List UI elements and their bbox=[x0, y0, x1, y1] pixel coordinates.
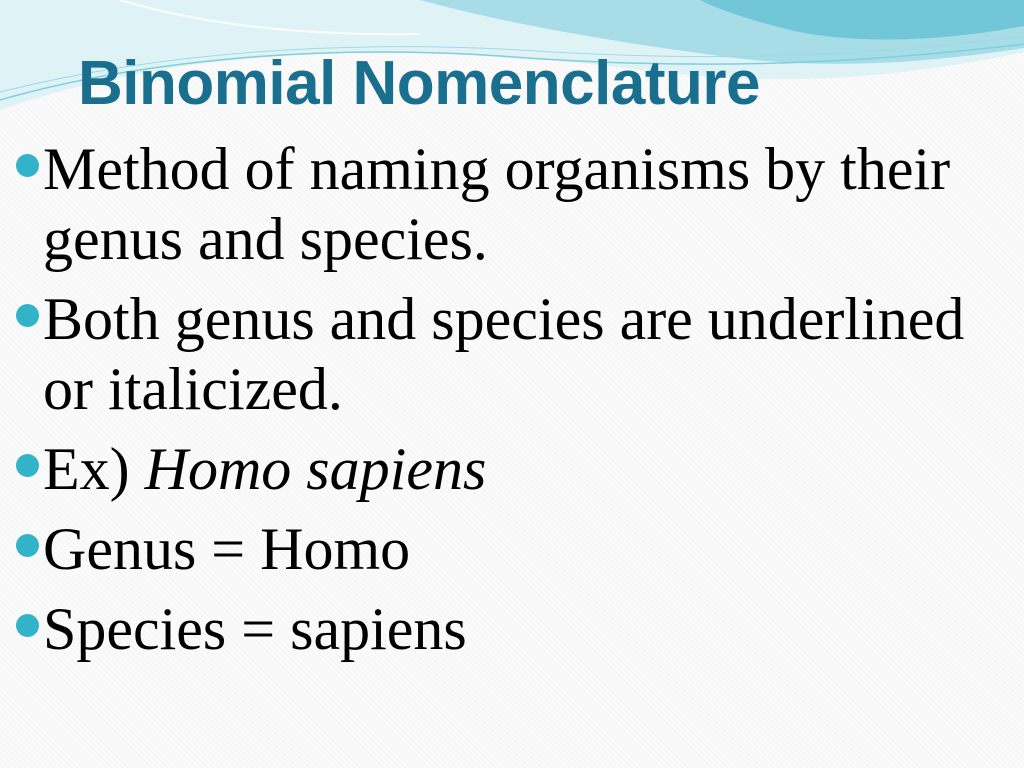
bullet-example-scientific-name: Homo sapiens bbox=[144, 436, 487, 502]
bullet-dot-icon bbox=[16, 304, 39, 327]
bullet-text: Method of naming organisms by their genus and species. bbox=[43, 136, 951, 272]
bullet-item bbox=[16, 594, 996, 664]
bullet-item bbox=[16, 284, 996, 424]
bullet-text: Both genus and species are underlined or italicized. bbox=[43, 286, 965, 422]
bullet-item bbox=[16, 434, 996, 504]
bullet-list bbox=[16, 134, 996, 674]
bullet-item bbox=[16, 514, 996, 584]
bullet-item bbox=[16, 134, 996, 274]
bullet-text: Species = sapiens bbox=[43, 596, 467, 662]
bullet-dot-icon bbox=[16, 154, 39, 177]
bullet-dot-icon bbox=[16, 534, 39, 557]
bullet-dot-icon bbox=[16, 454, 39, 477]
bullet-text: Genus = Homo bbox=[43, 516, 411, 582]
slide-title: Binomial Nomenclature bbox=[78, 49, 760, 118]
bullet-dot-icon bbox=[16, 614, 39, 637]
bullet-example-prefix: Ex) bbox=[43, 436, 145, 502]
